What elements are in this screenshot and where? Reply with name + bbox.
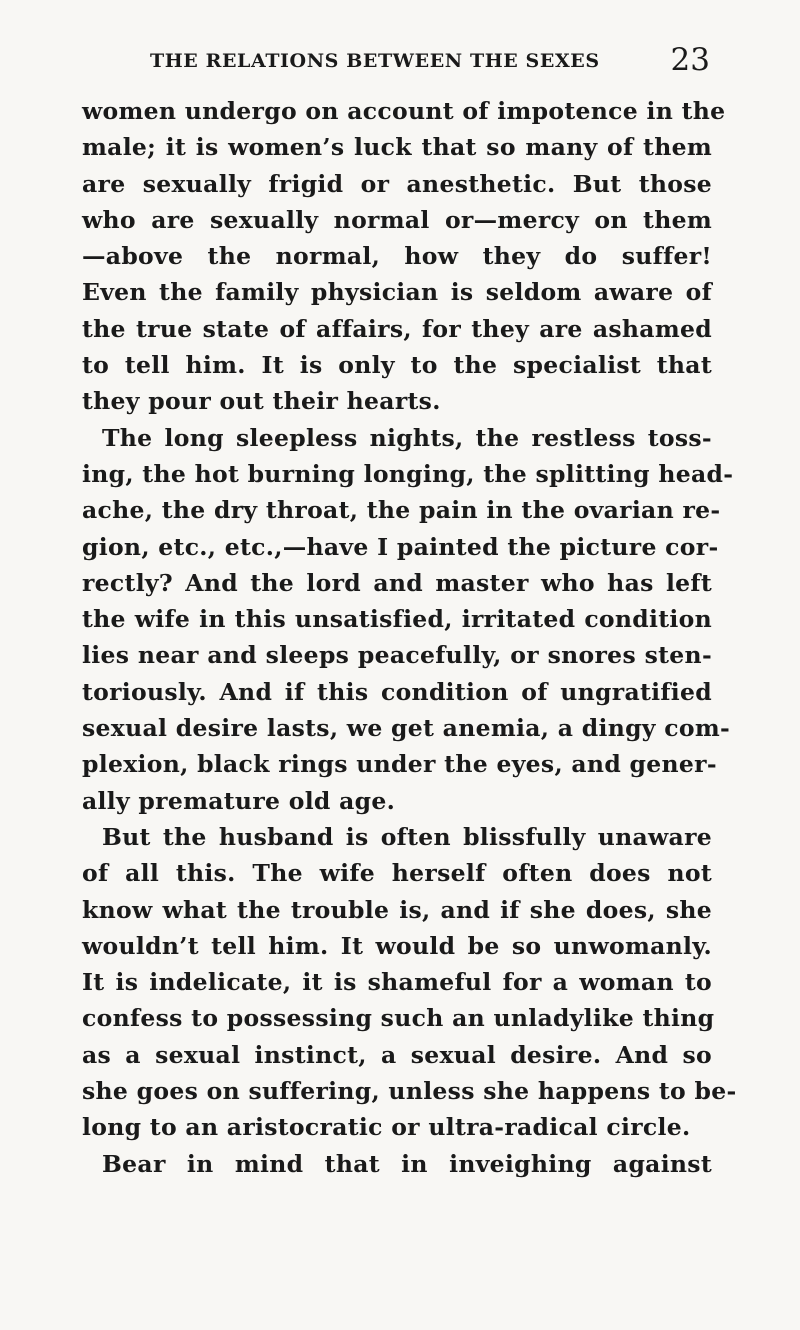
text-line: know what the trouble is, and if she does, she [82,895,712,924]
text-line: ing, the hot burning longing, the splitting head- [82,459,734,488]
body-text [82,93,737,1182]
text-line: sexual desire lasts, we get anemia, a dingy com- [82,714,731,743]
text-line: she goes on suffering, unless she happens to be- [82,1077,737,1106]
running-title: THE RELATIONS BETWEEN THE SEXES [150,50,600,72]
text-line: as a sexual instinct, a sexual desire. And so [82,1040,712,1069]
text-line: ache, the dry throat, the pain in the ovarian re- [82,496,721,525]
text-line: gion, etc., etc.,—have I painted the picture cor- [82,532,719,561]
text-line: to tell him. It is only to the specialist that [82,351,712,380]
text-line: male; it is women’s luck that so many of them [82,133,712,162]
text-line: plexion, black rings under the eyes, and gener- [82,750,717,779]
text-line: toriously. And if this condition of ungratified [82,677,712,706]
text-line: Even the family physician is seldom aware of [82,278,712,307]
paragraph-start-line: But the husband is often blissfully unaware [102,822,712,851]
page-number: 23 [670,42,710,78]
text-line: It is indelicate, it is shameful for a woman to [82,968,712,997]
text-line: lies near and sleeps peacefully, or snores sten- [82,641,712,670]
running-head [150,44,710,78]
text-line: of all this. The wife herself often does not [82,859,712,888]
text-line: rectly? And the lord and master who has left [82,568,712,597]
paragraph-start-line: Bear in mind that in inveighing against [102,1149,712,1178]
text-line: women undergo on account of impotence in the [82,97,726,125]
text-line: wouldn’t tell him. It would be so unwomanly. [82,931,712,960]
text-line: are sexually frigid or anesthetic. But those [82,169,712,198]
text-line: long to an aristocratic or ultra-radical circle. [82,1113,691,1142]
text-line: confess to possessing such an unladylike thing [82,1004,715,1033]
text-line: who are sexually normal or—mercy on them [82,205,712,234]
text-line: the true state of affairs, for they are ashamed [82,314,712,343]
text-line: ally premature old age. [82,786,396,815]
text-line: they pour out their hearts. [82,387,441,416]
text-line: —above the normal, how they do suffer! [82,242,712,271]
text-line: the wife in this unsatisfied, irritated condition [82,605,712,634]
paragraph-start-line: The long sleepless nights, the restless toss- [102,423,712,452]
